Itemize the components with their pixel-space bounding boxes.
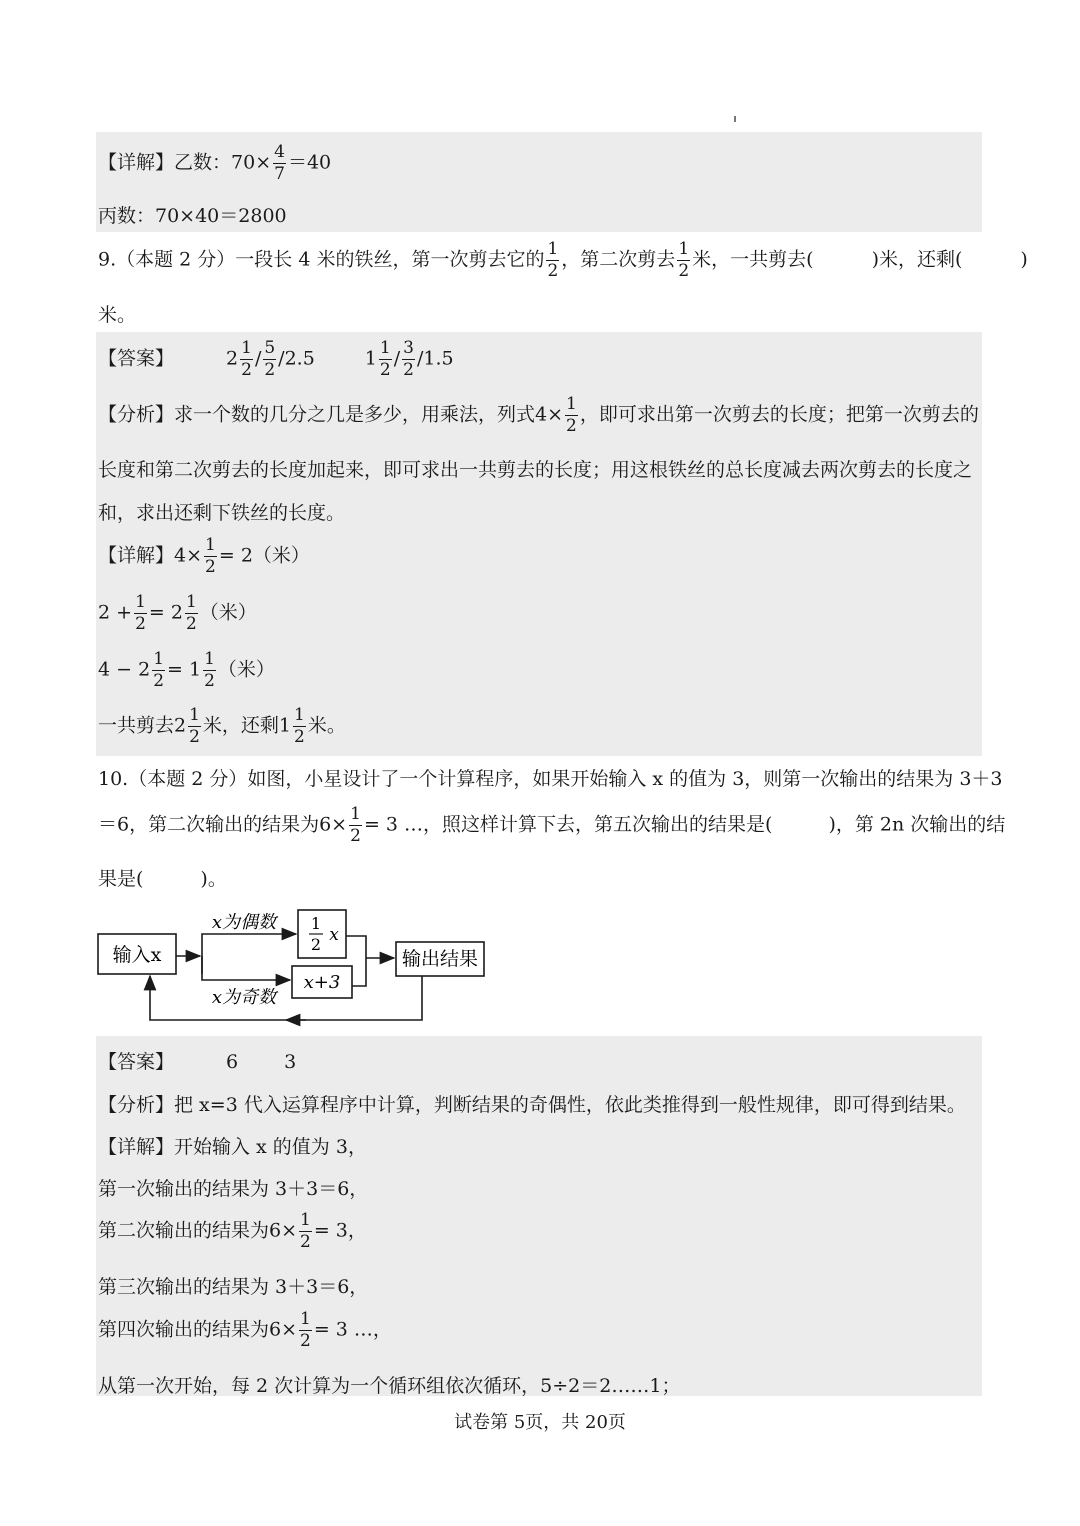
flow-join-line bbox=[346, 936, 366, 986]
q9-detail-line2: 2 + $\frac{1}{2}$ = 2 $\frac{1}{2}$ （米） bbox=[98, 592, 257, 634]
page-footer: 试卷第 5页，共 20页 bbox=[454, 1412, 626, 1433]
flow-odd-label: x为奇数 bbox=[211, 987, 277, 1008]
q9-detail-line3: 4 − 2 $\frac{1}{2}$ = 1 $\frac{1}{2}$ （米） bbox=[98, 649, 275, 691]
q10-answer: 【答案】 6 3 bbox=[98, 1051, 297, 1073]
flow-output-label: 输出结果 bbox=[401, 948, 479, 970]
q9-answer: 【答案】 2 $\frac{1}{2}$ / $\frac{5}{2}$ /2.5 1 $\frac{1}{2}$ / $\frac{3}{2}$ /1.5 bbox=[98, 338, 454, 380]
q10-line2: ＝6，第二次输出的结果为6× $\frac{1}{2}$ = 3 …，照这样计算下去，第五次输出的结果是( )，第 2n 次输出的结 bbox=[98, 804, 1006, 846]
prev-detail-line2: 丙数：70×40＝2800 bbox=[98, 205, 287, 227]
q10-detail-1: 【详解】开始输入 x 的值为 3， bbox=[98, 1136, 367, 1158]
q10-detail-3: 第二次输出的结果为6× $\frac{1}{2}$ = 3， bbox=[98, 1210, 367, 1252]
q10-analysis: 【分析】把 x=3 代入运算程序中计算，判断结果的奇偶性，依此类推得到一般性规律，即可得到结果。 bbox=[98, 1094, 966, 1116]
q9-line1: 9.（本题 2 分）一段长 4 米的铁丝，第一次剪去它的 $\frac{1}{2}$ ，第二次剪去 $\frac{1}{2}$ 米，一共剪去( )米，还剩( ) bbox=[98, 239, 1028, 281]
flow-half-num: 1 bbox=[310, 914, 322, 933]
q10-detail-4: 第三次输出的结果为 3＋3＝6， bbox=[98, 1276, 369, 1298]
q10-detail-2: 第一次输出的结果为 3＋3＝6， bbox=[98, 1178, 369, 1200]
scan-mark bbox=[734, 116, 736, 122]
q10-line3: 果是( )。 bbox=[98, 868, 227, 890]
q9-analysis-line2: 长度和第二次剪去的长度加起来，即可求出一共剪去的长度；用这根铁丝的总长度减去两次剪去的长度之 bbox=[98, 459, 973, 481]
flow-arrow-odd bbox=[202, 956, 290, 980]
q9-detail-line1: 【详解】4× $\frac{1}{2}$ = 2（米） bbox=[98, 535, 310, 577]
flow-even-label: x为偶数 bbox=[211, 912, 277, 933]
flow-input-label: 输入x bbox=[112, 944, 162, 966]
q10-flowchart bbox=[96, 900, 496, 1028]
prev-detail-line1: 【详解】乙数：70× $\frac{4}{7}$ ＝40 bbox=[98, 142, 332, 184]
flow-half-x: x bbox=[329, 925, 339, 945]
q9-analysis-line1: 【分析】求一个数的几分之几是多少，用乘法，列式4× $\frac{1}{2}$ ，即可求出第一次剪去的长度；把第一次剪去的 bbox=[98, 394, 979, 436]
q9-line2: 米。 bbox=[98, 304, 137, 326]
flow-plus3-label: x+3 bbox=[303, 972, 341, 993]
flow-arrow-even bbox=[202, 934, 296, 974]
q10-line1: 10.（本题 2 分）如图，小星设计了一个计算程序，如果开始输入 x 的值为 3，则第一次输出的结果为 3＋3 bbox=[98, 768, 1003, 790]
q10-detail-6: 从第一次开始，每 2 次计算为一个循环组依次循环，5÷2＝2……1； bbox=[98, 1375, 681, 1397]
q9-analysis-line3: 和，求出还剩下铁丝的长度。 bbox=[98, 502, 346, 524]
q10-detail-5: 第四次输出的结果为6× $\frac{1}{2}$ = 3 …， bbox=[98, 1309, 392, 1351]
flow-half-den: 2 bbox=[310, 935, 322, 954]
flow-loop-back bbox=[150, 976, 422, 1020]
q9-detail-line4: 一共剪去2 $\frac{1}{2}$ 米，还剩1 $\frac{1}{2}$ 米。 bbox=[98, 705, 346, 747]
